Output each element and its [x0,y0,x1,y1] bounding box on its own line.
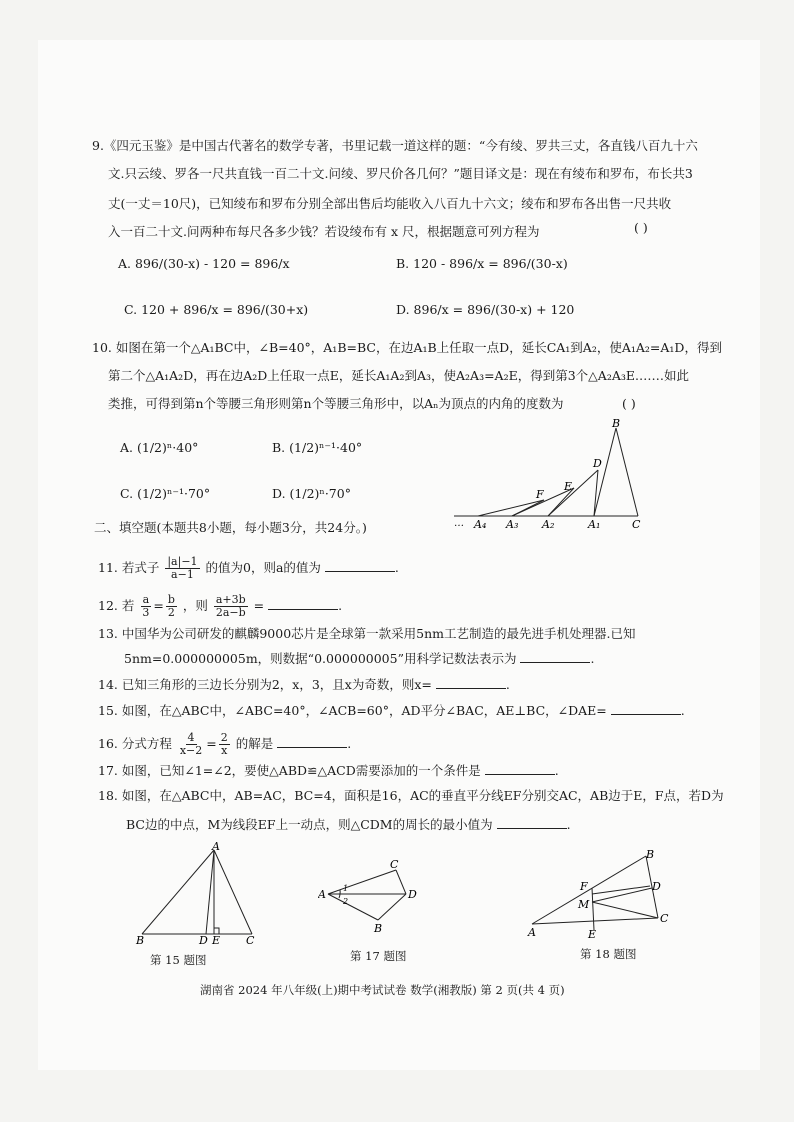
q13-line2: 5nm=0.000000005m，则数据“0.000000005”用科学记数法表示为 . [124,651,595,666]
svg-text:A: A [318,888,326,901]
svg-text:A₄: A₄ [474,518,487,531]
q10-line2: 第二个△A₁A₂D，再在边A₂D上任取一点E，延长A₁A₂到A₃，使A₂A₃=A₂E，得到第3个△A₂A₃E.……如此 [108,368,689,383]
option-label: B. [272,440,286,455]
option-label: A. [120,440,134,455]
svg-text:C: C [660,912,669,925]
option-label: D. [396,302,410,317]
svg-text:C: C [632,518,641,531]
q12-answer-blank[interactable] [268,599,338,610]
q17: 17. 如图，已知∠1=∠2，要使△ABD≌△ACD需要添加的一个条件是 . [98,763,559,778]
svg-text:B: B [136,934,145,946]
q18-figure-caption: 第 18 题图 [580,947,637,961]
svg-text:D: D [199,934,208,946]
svg-text:F: F [580,880,588,893]
svg-text:…: … [454,518,464,529]
q9-answer-bracket: ( ) [634,220,648,235]
svg-text:2: 2 [343,897,349,906]
svg-text:F: F [536,488,544,501]
option-expression: (1/2)ⁿ⁻¹·40° [289,440,363,455]
svg-text:A₁: A₁ [588,518,601,531]
q9-option-a[interactable] [118,256,290,271]
q10-answer-bracket: ( ) [622,396,636,411]
option-expression: 120 - 896/x = 896/(30-x) [413,256,568,271]
q16-answer-blank[interactable] [277,737,347,748]
option-expression: (1/2)ⁿ·70° [289,486,351,501]
q9-option-d[interactable] [396,302,574,317]
q11-answer-blank[interactable] [325,561,395,572]
q18-line1: 18. 如图，在△ABC中，AB=AC，BC=4，面积是16，AC的垂直平分线EF分别交AC，AB边于E，F点，若D为 [98,788,724,803]
option-label: A. [118,256,132,271]
q14-answer-blank[interactable] [436,678,506,689]
svg-text:C: C [246,934,255,946]
svg-text:A₂: A₂ [542,518,555,531]
svg-text:B: B [646,850,655,861]
q9-line4: 入一百二十文.问两种布每尺各多少钱？若设绫布有 x 尺，根据题意可列方程为 [108,224,540,239]
svg-text:E: E [212,934,221,946]
q18-line2: BC边的中点，M为线段EF上一动点，则△CDM的周长的最小值为 . [126,817,571,832]
q17-figure [318,856,430,934]
section2-heading: 二、填空题(本题共8小题，每小题3分，共24分。) [94,520,367,535]
option-label: C. [124,302,138,317]
option-expression: (1/2)ⁿ⁻¹·70° [137,486,211,501]
q9-option-c[interactable] [124,302,308,317]
svg-text:E: E [588,928,597,940]
q10-option-a[interactable] [120,440,198,455]
svg-text:D: D [593,457,602,470]
q15-answer-blank[interactable] [611,704,681,715]
q17-answer-blank[interactable] [485,764,555,775]
svg-text:1: 1 [343,884,349,893]
option-expression: 896/(30-x) - 120 = 896/x [135,256,290,271]
svg-text:C: C [390,858,399,871]
page-footer: 湖南省 2024 年八年级(上)期中考试试卷 数学(湘教版) 第 2 页(共 4 页) [200,983,565,997]
q15-figure-caption: 第 15 题图 [150,953,207,967]
q14: 14. 已知三角形的三边长分别为2，x，3，且x为奇数，则x= . [98,677,510,692]
svg-text:D: D [408,888,417,901]
q10-line3: 类推，可得到第n个等腰三角形则第n个等腰三角形中，以Aₙ为顶点的内角的度数为 [108,396,564,411]
q9-line2: 文.只云绫、罗各一尺共直钱一百二十文.问绫、罗尺价各几何？”题目译文是：现在有绫布和罗布，布长共3 [108,166,693,181]
svg-text:B: B [612,418,621,430]
option-expression: (1/2)ⁿ·40° [137,440,199,455]
q15-figure [132,842,262,946]
option-label: B. [396,256,410,271]
q10-line1: 10. 如图在第一个△A₁BC中，∠B=40°，A₁B=BC，在边A₁B上任取一点D，延长CA₁到A₂，使A₁A₂=A₁D，得到 [92,340,722,355]
q10-option-c[interactable] [120,486,210,501]
q10-option-d[interactable] [272,486,351,501]
svg-text:A₃: A₃ [506,518,519,531]
q15: 15. 如图，在△ABC中，∠ABC=40°，∠ACB=60°，AD平分∠BAC，AE⊥BC，∠DAE= . [98,703,685,718]
svg-text:M: M [578,898,590,911]
q9-line3: 丈(一丈＝10尺)，已知绫布和罗布分别全部出售后均能收入八百九十六文；绫布和罗布各出售一尺共收 [108,196,672,211]
option-expression: 896/x = 896/(30-x) + 120 [413,302,575,317]
q11: 11. 若式子 $\frac{|a|-1}{a-1}$ 的值为0，则a的值为 . [98,555,399,582]
q10-option-b[interactable] [272,440,362,455]
svg-text:E: E [564,480,573,493]
q17-figure-caption: 第 17 题图 [350,949,407,963]
svg-text:B: B [374,922,383,934]
option-expression: 120 + 896/x = 896/(30+x) [141,302,309,317]
q18-figure [522,850,672,940]
q10-figure [448,418,648,532]
q11-fraction: $\frac{|a|-1}{a-1}$ [167,555,198,582]
q9-line1: 9.《四元玉鉴》是中国古代著名的数学专著，书里记载一道这样的题：“今有绫、罗共三丈，各直钱八百九十六 [92,138,698,153]
option-label: C. [120,486,134,501]
q12: 12. 若 $\frac{a}{3}$ = $\frac{b}{2}$ ，则 $\frac{a+3b}{2a-b}$ = . [98,593,343,620]
q18-answer-blank[interactable] [497,818,567,829]
q13-answer-blank[interactable] [520,652,590,663]
q16: 16. 分式方程 $\frac{4}{x-2}$ = $\frac{2}{x}$ 的解是 . [98,731,352,758]
svg-text:D: D [652,880,661,893]
q9-option-b[interactable] [396,256,568,271]
q13-line1: 13. 中国华为公司研发的麒麟9000芯片是全球第一款采用5nm工艺制造的最先进手机处理器.已知 [98,626,636,641]
svg-text:A: A [528,926,536,939]
option-label: D. [272,486,286,501]
svg-text:A: A [212,842,220,853]
